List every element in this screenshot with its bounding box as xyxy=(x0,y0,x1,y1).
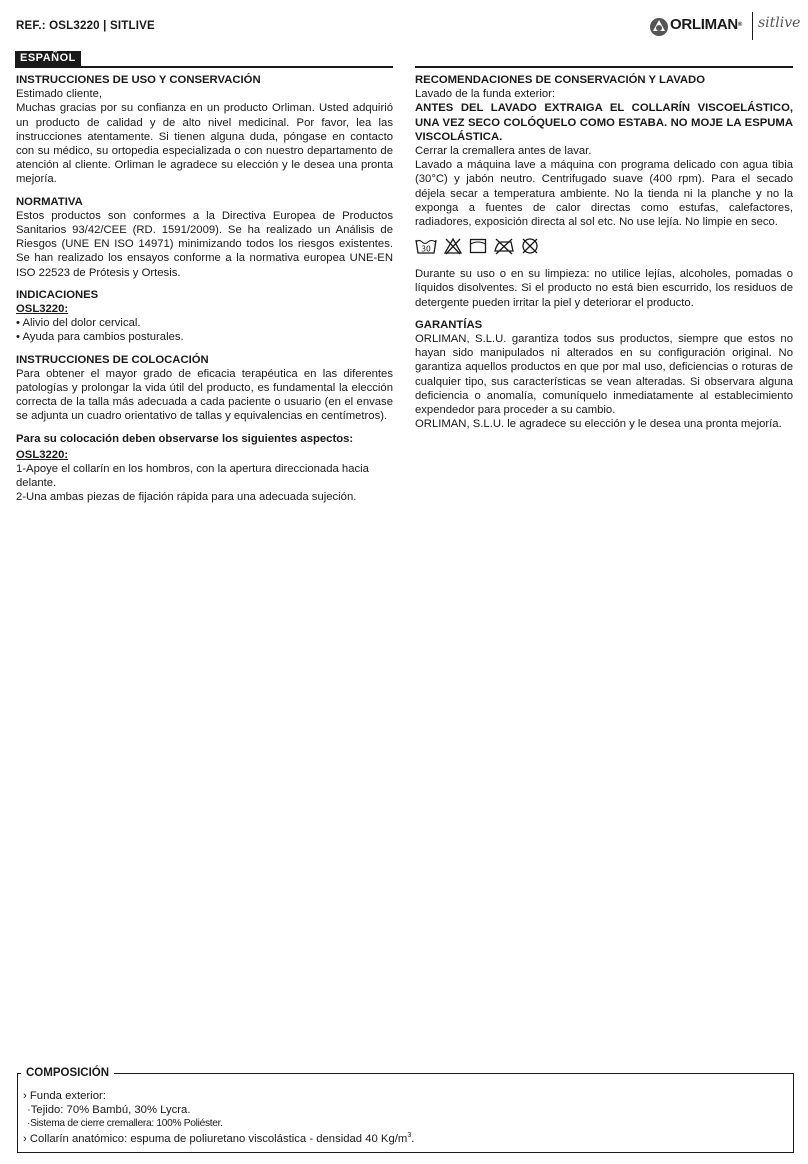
placement-step-1: 1-Apoye el collarín en los hombros, con la apertura direccionada hacia delante. xyxy=(16,463,369,490)
usage-greeting: Estimado cliente, xyxy=(16,88,103,101)
washing-section xyxy=(415,73,793,310)
no-dry-clean-icon xyxy=(521,237,539,255)
normativa-section xyxy=(16,195,393,280)
washing-subtitle: Lavado de la funda exterior: xyxy=(415,88,556,101)
indications-model: OSL3220: xyxy=(16,303,69,316)
list-item: • Alivio del dolor cervical. xyxy=(16,316,393,330)
placement-body: Para obtener el mayor grado de eficacia terapéutica en las diferentes patologías y prolongar la vida útil del producto, es fundamental la elección correcta de la talla más adecuada a cada paciente o usuario (en el envase se adjunta un cuadro orientativo de tallas y equivalencias en centímetros). xyxy=(16,367,393,423)
washing-body: Lavado a máquina lave a máquina con programa delicado con agua tibia (30°C) y jabón neutro. Centrifugado suave (400 rpm). Para el secado déjela secar a temperatura ambiente. No la tienda ni la planche y no la exponga a fuentes de calor directas como estufas, calefactores, radiadores, exposición directa al sol etc. No use lejía. No limpie en seco. xyxy=(415,159,793,229)
left-column xyxy=(16,73,393,513)
usage-title: INSTRUCCIONES DE USO Y CONSERVACIÓN xyxy=(16,74,261,86)
orliman-logo xyxy=(648,10,801,42)
composition-line: › Funda exterior: xyxy=(23,1090,106,1102)
indications-title: INDICACIONES xyxy=(16,288,99,301)
warranty-section xyxy=(415,318,793,432)
reference-code: REF.: OSL3220 | SITLIVE xyxy=(16,20,155,32)
sub-brand: sitlive xyxy=(758,15,801,31)
composition-list xyxy=(23,1089,414,1146)
orliman-emblem-icon xyxy=(648,16,670,38)
wash-30-icon xyxy=(415,237,437,255)
placement-step-2: 2-Una ambas piezas de fijación rápida para una adecuada sujeción. xyxy=(16,491,357,504)
no-iron-icon xyxy=(493,237,515,255)
placement-title: INSTRUCCIONES DE COLOCACIÓN xyxy=(16,353,209,366)
left-rule xyxy=(15,66,393,68)
right-rule xyxy=(415,66,793,68)
placement-aspects-title: Para su colocación deben observarse los siguientes aspectos: xyxy=(16,432,354,445)
usage-warning: Durante su uso o en su limpieza: no utilice lejías, alcoholes, pomadas o líquidos disolventes. Si el producto no está bien escurrido, los residuos de detergente pueden irritar la piel y deteriorar el producto. xyxy=(415,268,793,309)
right-column xyxy=(415,73,793,439)
language-tab: ESPAÑOL xyxy=(15,51,81,66)
warranty-thanks: ORLIMAN, S.L.U. le agradece su elección y le desea una pronta mejoría. xyxy=(415,418,782,431)
normativa-title: NORMATIVA xyxy=(16,195,83,208)
washing-warning: ANTES DEL LAVADO EXTRAIGA EL COLLARÍN VISCOELÁSTICO, UNA VEZ SECO COLÓQUELO COMO ESTABA. NO MOJE LA ESPUMA VISCOLÁSTICA. xyxy=(415,102,793,143)
composition-line: ·Sistema de cierre cremallera: 100% Poliéster. xyxy=(27,1118,223,1130)
no-bleach-icon xyxy=(443,237,463,255)
indications-list xyxy=(16,316,393,344)
usage-section xyxy=(16,73,393,187)
indications-section xyxy=(16,288,393,345)
placement-model: OSL3220: xyxy=(16,448,69,461)
brand-name: ORLIMAN® xyxy=(670,16,743,33)
list-item: • Ayuda para cambios posturales. xyxy=(16,330,393,344)
composition-line: › Collarín anatómico: espuma de poliuretano viscolástica - densidad 40 $Kg/m^3$. xyxy=(23,1131,415,1145)
svg-text:30: 30 xyxy=(421,244,431,254)
composition-line: ·Tejido: 70% Bambú, 30% Lycra. xyxy=(27,1104,191,1117)
logo-divider xyxy=(752,12,753,40)
washing-zip-note: Cerrar la cremallera antes de lavar. xyxy=(415,145,592,158)
composition-title: COMPOSICIÓN xyxy=(21,1066,114,1080)
normativa-body: Estos productos son conformes a la Directiva Europea de Productos Sanitarios 93/42/CEE (RD. 1591/2009). Se ha realizado un Análisis de Riesgos (UNE EN ISO 14971) minimizando todos los riesgos existentes. Se han realizado los ensayos conforme a la normativa europea UNE-EN ISO 22523 de Prótesis y Ortesis. xyxy=(16,209,393,279)
warranty-body: ORLIMAN, S.L.U. garantiza todos sus productos, siempre que estos no hayan sido manipulados ni alterados en su configuración original. No garantiza aquellos productos en que por mal uso, deficiencias o roturas de cualquier tipo, sus características se vean alteradas. Si observara alguna deficiencia o anomalía, comuníquelo inmediatamente al establecimiento expendedor para proceder a su cambio. xyxy=(415,333,793,417)
care-symbols xyxy=(415,237,793,255)
line-dry-icon xyxy=(469,237,487,255)
usage-body: Muchas gracias por su confianza en un producto Orliman. Usted adquirió un producto de calidad y de alto nivel medicinal. Por favor, lea las instrucciones atentamente. Si tienen alguna duda, póngase en contacto con su médico, su ortopedia especializada o con nuestro departamento de atención al cliente. Orliman le agradece su elección y le desea una pronta mejoría. xyxy=(16,102,393,186)
placement-section xyxy=(16,353,393,505)
warranty-title: GARANTÍAS xyxy=(415,318,483,331)
washing-title: RECOMENDACIONES DE CONSERVACIÓN Y LAVADO xyxy=(415,74,705,86)
